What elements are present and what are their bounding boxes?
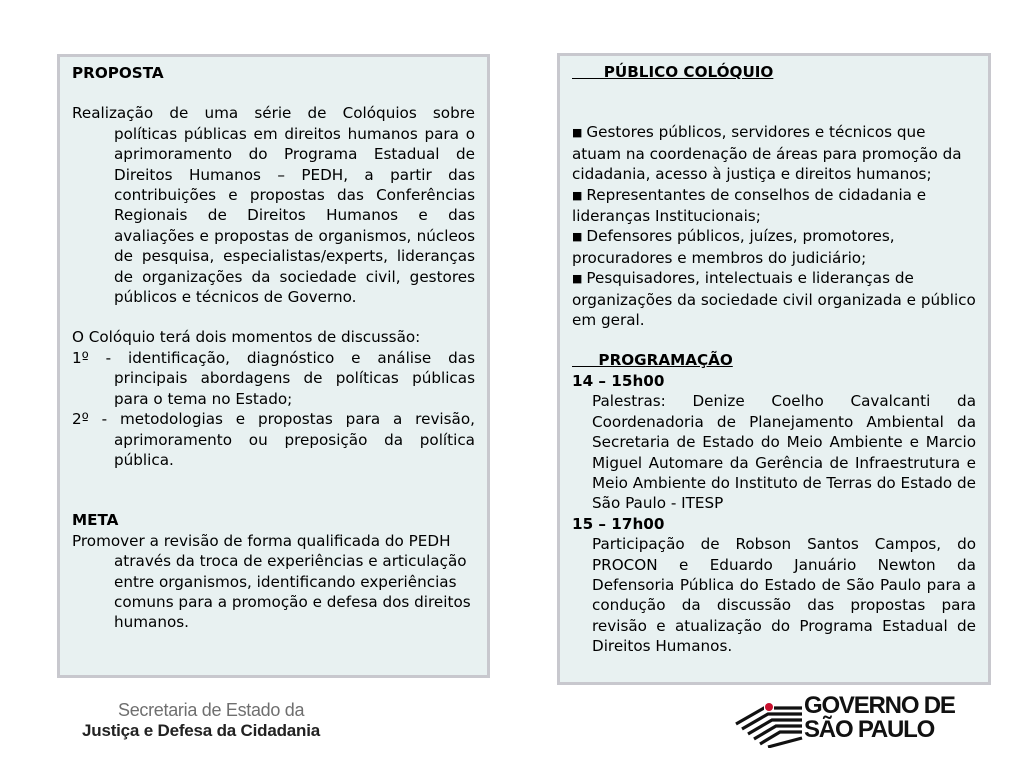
session-2-time: 15 – 17h00	[572, 514, 665, 533]
square-bullet-icon: ■	[572, 230, 583, 244]
publico-heading: PÚBLICO COLÓQUIO	[572, 63, 774, 81]
publico-item: ■ Representantes de conselhos de cidadania e lideranças Institucionais;	[572, 185, 927, 226]
secretaria-logo	[82, 700, 320, 741]
proposta-text: Realização de uma série de Colóquios sobre políticas públicas em direitos humanos para o aprimoramento do Programa Estadual de Direitos Humanos – PEDH, a partir das contribuições e propostas das Conferências Regionais de Direitos Humanos e das avaliações e propostas de organismos, núcleos de pesquisa, especialistas/experts, lideranças de organizações da sociedade civil, gestores públicos e técnicos de Governo.	[72, 104, 475, 307]
programacao-heading: PROGRAMAÇÃO	[572, 351, 733, 370]
square-bullet-icon: ■	[572, 126, 583, 140]
publico-item: ■ Defensores públicos, juízes, promotores, procuradores e membros do judiciário;	[572, 227, 895, 267]
proposta-heading: PROPOSTA	[72, 64, 164, 82]
proposta-panel	[57, 54, 490, 678]
coloquio-intro: O Colóquio terá dois momentos de discussão:	[72, 328, 421, 347]
momento-1: 1º - identificação, diagnóstico e análise das principais abordagens de políticas públicas para o tema no Estado;	[72, 348, 475, 408]
secretaria-line1: Secretaria de Estado da	[118, 700, 305, 720]
publico-item: ■ Pesquisadores, intelectuais e lideranças de organizações da sociedade civil organizada e público em geral.	[572, 269, 976, 330]
session-1-time: 14 – 15h00	[572, 371, 665, 390]
square-bullet-icon: ■	[572, 188, 583, 202]
session-2-text: Participação de Robson Santos Campos, do PROCON e Eduardo Januário Newton da Defensoria Pública do Estado de São Paulo para a condução da discussão das propostas para revisão e atualização do Programa Estadual de Direitos Humanos.	[592, 535, 976, 656]
momento-2: 2º - metodologias e propostas para a revisão, aprimoramento ou preposição da política pública.	[72, 410, 475, 469]
meta-heading: META	[72, 511, 119, 530]
governo-text: GOVERNO DE SÃO PAULO	[804, 692, 955, 743]
session-1-text: Palestras: Denize Coelho Cavalcanti da Coordenadoria de Planejamento Ambiental da Secretaria de Estado do Meio Ambiente e Marcio Miguel Automare da Gerência de Infraestrutura e Meio Ambiente do Instituto de Terras do Estado de São Paulo - ITESP	[592, 392, 976, 513]
meta-text: Promover a revisão de forma qualificada do PEDH através da troca de experiências e articulação entre organismos, identificando experiências comuns para a promoção e defesa dos direitos humanos.	[72, 531, 471, 632]
publico-item: ■ Gestores públicos, servidores e técnicos que atuam na coordenação de áreas para promoção da cidadania, acesso à justiça e direitos humanos;	[572, 123, 962, 184]
square-bullet-icon: ■	[572, 272, 583, 286]
sao-paulo-flag-icon	[734, 694, 804, 748]
governo-sp-logo	[734, 694, 974, 748]
secretaria-line2: Justiça e Defesa da Cidadania	[82, 721, 320, 740]
publico-programacao-panel	[557, 53, 991, 685]
